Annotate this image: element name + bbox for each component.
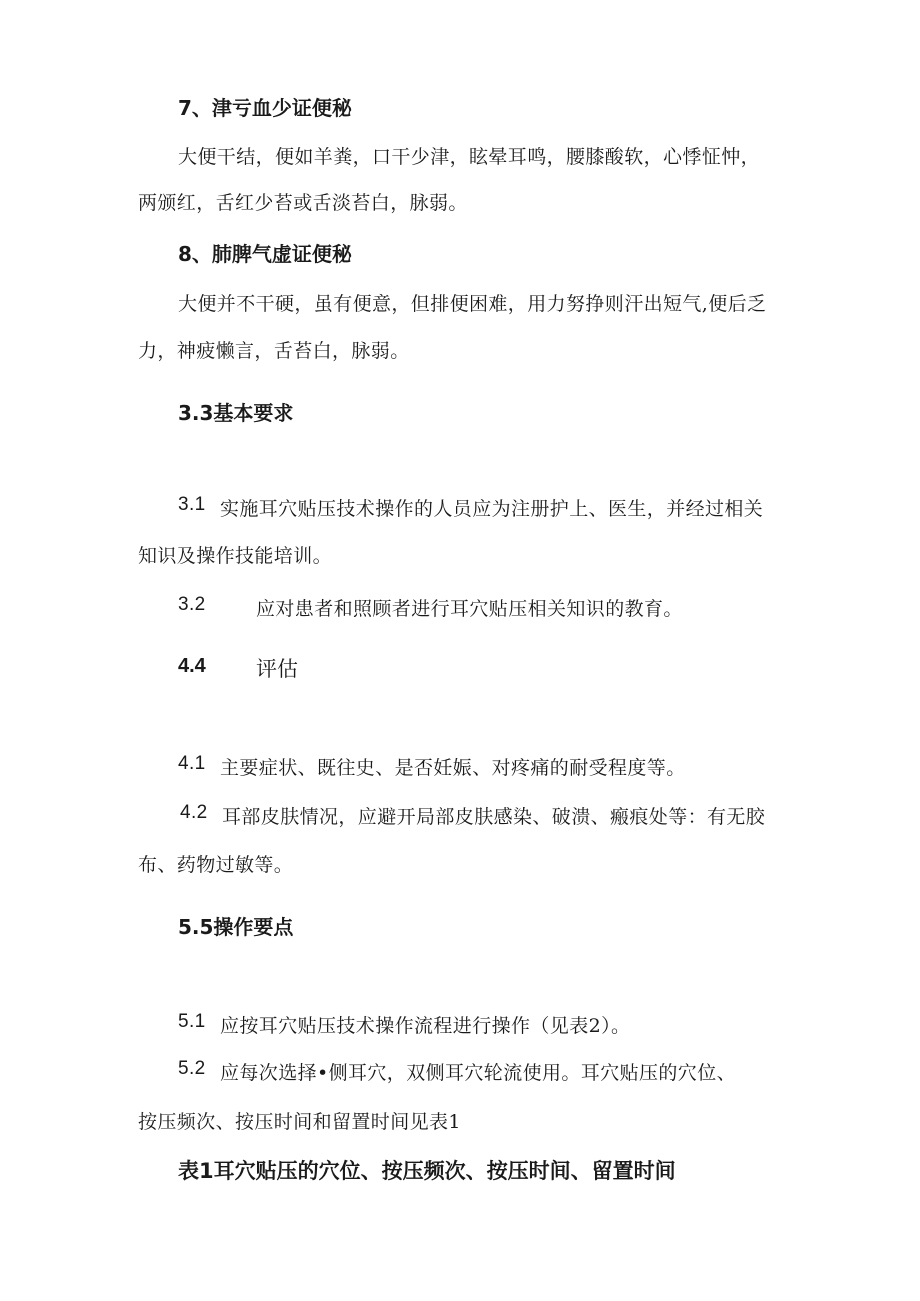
item-4-1-text: 主要症状、既往史、是否妊娠、对疼痛的耐受程度等。 <box>220 757 686 779</box>
item-5-1-text: 应按耳穴贴压技术操作流程进行操作（见表2）。 <box>220 1015 631 1037</box>
section-8-line2: 力，神疲懒言，舌苔白，脉弱。 <box>138 340 410 362</box>
section-7-heading: 7、津亏血少证便秘 <box>178 96 352 120</box>
item-5-2-line1: 应每次选择•侧耳穴，双侧耳穴轮流使用。耳穴贴压的穴位、 <box>220 1062 737 1084</box>
item-5-2-number: 5.2 <box>178 1058 206 1079</box>
item-4-2-line2: 布、药物过敏等。 <box>138 854 294 876</box>
item-5-1-number: 5.1 <box>178 1011 206 1032</box>
section-5-5-heading: 5.5操作要点 <box>178 915 294 939</box>
item-3-2-number: 3.2 <box>178 594 206 615</box>
section-4-4-number: 4.4 <box>178 655 206 677</box>
item-3-1-number: 3.1 <box>178 494 206 515</box>
item-3-2-text: 应对患者和照顾者进行耳穴贴压相关知识的教育。 <box>256 598 683 620</box>
item-4-2-number: 4.2 <box>180 802 208 823</box>
section-8-line1: 大便并不干硬，虽有便意，但排便困难，用力努挣则汗出短气,便后乏 <box>178 293 767 315</box>
item-4-2-line1: 耳部皮肤情况，应避开局部皮肤感染、破溃、瘢痕处等：有无胶 <box>222 806 766 828</box>
section-8-heading: 8、肺脾气虚证便秘 <box>178 242 352 266</box>
item-4-1-number: 4.1 <box>178 753 206 774</box>
section-3-3-heading: 3.3基本要求 <box>178 401 294 425</box>
item-3-1-line1: 实施耳穴贴压技术操作的人员应为注册护上、医生，并经过相关 <box>220 498 764 520</box>
table-1-title: 表1耳穴贴压的穴位、按压频次、按压时间、留置时间 <box>178 1159 676 1183</box>
section-4-4-heading: 评估 <box>256 657 298 681</box>
item-3-1-line2: 知识及操作技能培训。 <box>138 545 333 567</box>
section-7-line1: 大便干结，便如羊粪，口干少津，眩晕耳鸣，腰膝酸软，心悸怔忡， <box>178 146 761 168</box>
item-5-2-line2: 按压频次、按压时间和留置时间见表1 <box>138 1111 461 1133</box>
section-7-line2: 两颁红，舌红少苔或舌淡苔白，脉弱。 <box>138 192 468 214</box>
